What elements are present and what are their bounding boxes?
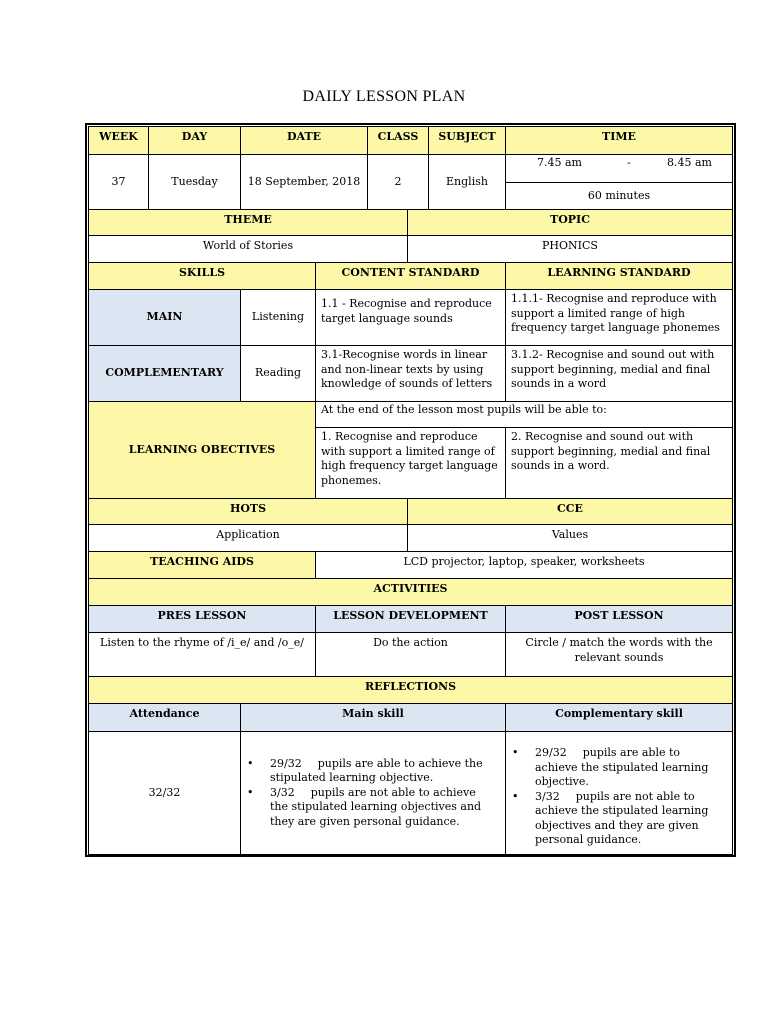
main-reflection-item xyxy=(241,786,497,830)
comp-achieved-text: pupils are able to achieve the stipulated learning objective. xyxy=(535,746,709,788)
page-title: DAILY LESSON PLAN xyxy=(302,88,466,105)
comp-achieved-count: 29/32 xyxy=(535,746,567,759)
main-not-achieved-text: pupils are not able to achieve the stipulated learning objectives and they are given personal guidance. xyxy=(270,785,482,828)
theme-value: World of Stories xyxy=(88,235,408,263)
activities-header: ACTIVITIES xyxy=(88,578,733,606)
main-achieved-text: pupils are able to achieve the stipulated learning objective. xyxy=(270,756,483,785)
complementary-skill-label: COMPLEMENTARY xyxy=(88,345,241,402)
time-start: 7.45 am xyxy=(537,156,582,169)
lesson-development-header: LESSON DEVELOPMENT xyxy=(315,605,506,633)
comp-reflection-item xyxy=(506,746,724,790)
main-skill-reflection xyxy=(240,731,506,855)
comp-reflection-item xyxy=(506,790,724,848)
topic-value: PHONICS xyxy=(407,235,733,263)
main-skill-header: Main skill xyxy=(240,703,506,732)
attendance-value: 32/32 xyxy=(88,731,241,855)
skills-header: SKILLS xyxy=(88,262,316,290)
pre-lesson-header: PRES LESSON xyxy=(88,605,316,633)
cce-value: Values xyxy=(407,524,733,552)
theme-header: THEME xyxy=(88,209,408,236)
comp-not-achieved-count: 3/32 xyxy=(535,789,560,803)
complementary-skill-name: Reading xyxy=(240,345,316,402)
objective-1: 1. Recognise and reproduce with support a limited range of high frequency target language phonemes. xyxy=(315,427,506,499)
main-achieved-count: 29/32 xyxy=(270,756,302,770)
post-lesson-header: POST LESSON xyxy=(505,605,733,633)
reflections-header: REFLECTIONS xyxy=(88,676,733,704)
date-header: DATE xyxy=(240,126,368,155)
complementary-content-standard: 3.1-Recognise words in linear and non-linear texts by using knowledge of sounds of letters xyxy=(315,345,506,402)
learning-objectives-label: LEARNING OBECTIVES xyxy=(88,401,316,499)
hots-header: HOTS xyxy=(88,498,408,525)
subject-value: English xyxy=(428,154,506,210)
main-learning-standard: 1.1.1- Recognise and reproduce with support a limited range of high frequency target language phonemes xyxy=(505,289,733,346)
complementary-skill-header: Complementary skill xyxy=(505,703,733,732)
main-content-standard: 1.1 - Recognise and reproduce target language sounds xyxy=(315,289,506,346)
main-skill-name: Listening xyxy=(240,289,316,346)
cce-header: CCE xyxy=(407,498,733,525)
week-header: WEEK xyxy=(88,126,149,155)
duration: 60 minutes xyxy=(505,182,733,210)
attendance-header: Attendance xyxy=(88,703,241,732)
hots-value: Application xyxy=(88,524,408,552)
subject-header: SUBJECT xyxy=(428,126,506,155)
learning-standard-header: LEARNING STANDARD xyxy=(505,262,733,290)
main-skill-label: MAIN xyxy=(88,289,241,346)
class-value: 2 xyxy=(367,154,429,210)
lesson-development-activity: Do the action xyxy=(315,632,506,677)
day-value: Tuesday xyxy=(148,154,241,210)
teaching-aids-label: TEACHING AIDS xyxy=(88,551,316,579)
time-header: TIME xyxy=(505,126,733,155)
complementary-skill-reflection xyxy=(505,731,733,855)
day-header: DAY xyxy=(148,126,241,155)
objective-2: 2. Recognise and sound out with support beginning, medial and final sounds in a word. xyxy=(505,427,733,499)
topic-header: TOPIC xyxy=(407,209,733,236)
pre-lesson-activity: Listen to the rhyme of /i_e/ and /o_e/ xyxy=(88,632,316,677)
objectives-intro: At the end of the lesson most pupils will be able to: xyxy=(315,401,733,428)
complementary-learning-standard: 3.1.2- Recognise and sound out with support beginning, medial and final sounds in a word xyxy=(505,345,733,402)
date-value: 18 September, 2018 xyxy=(240,154,368,210)
time-range xyxy=(505,154,733,183)
comp-not-achieved-text: pupils are not able to achieve the stipulated learning objectives and they are given personal guidance. xyxy=(535,789,709,846)
time-dash: - xyxy=(627,156,631,169)
main-reflection-item xyxy=(241,757,497,786)
time-end: 8.45 am xyxy=(667,156,712,169)
main-not-achieved-count: 3/32 xyxy=(270,785,295,799)
content-standard-header: CONTENT STANDARD xyxy=(315,262,506,290)
teaching-aids-value: LCD projector, laptop, speaker, worksheets xyxy=(315,551,733,579)
post-lesson-activity: Circle / match the words with the relevant sounds xyxy=(505,632,733,677)
week-value: 37 xyxy=(88,154,149,210)
class-header: CLASS xyxy=(367,126,429,155)
